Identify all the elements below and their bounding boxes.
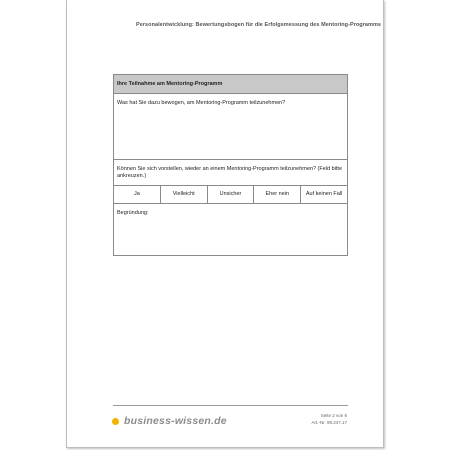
question-motivation: Was hat Sie dazu bewogen, am Mentoring-Programm teilzunehmen? [114, 94, 347, 160]
logo-text: business-wissen.de [124, 415, 227, 427]
footer-divider [113, 405, 348, 406]
reason-field[interactable]: Begründung: [117, 210, 149, 216]
answer-options-row [114, 186, 347, 204]
document-page [66, 0, 384, 448]
question-participate-again: Können Sie sich vorstellen, wieder an einem Mentoring-Programm teilzunehmen? (Feld bitte ankreuzen.) [114, 160, 347, 186]
option-vielleicht[interactable]: Vielleicht [161, 186, 208, 203]
option-ja[interactable]: Ja [114, 186, 161, 203]
article-number: Art.-Nr. 99.247.17 [311, 420, 347, 425]
business-wissen-logo [112, 414, 227, 428]
option-eher-nein[interactable]: Eher nein [254, 186, 301, 203]
option-unsicher[interactable]: Unsicher [208, 186, 255, 203]
feedback-table [113, 74, 348, 256]
page-header-title: Personalentwicklung: Bewertungsbogen für die Erfolgsmessung des Mentoring-Programms [136, 22, 381, 28]
option-auf-keinen-fall[interactable]: Auf keinen Fall [305, 191, 343, 197]
page-number: Seite 2 von 6 [320, 413, 347, 418]
section-title: Ihre Teilnahme am Mentoring-Programm [114, 75, 347, 94]
page-info [267, 412, 347, 426]
logo-dot-icon [112, 418, 119, 425]
